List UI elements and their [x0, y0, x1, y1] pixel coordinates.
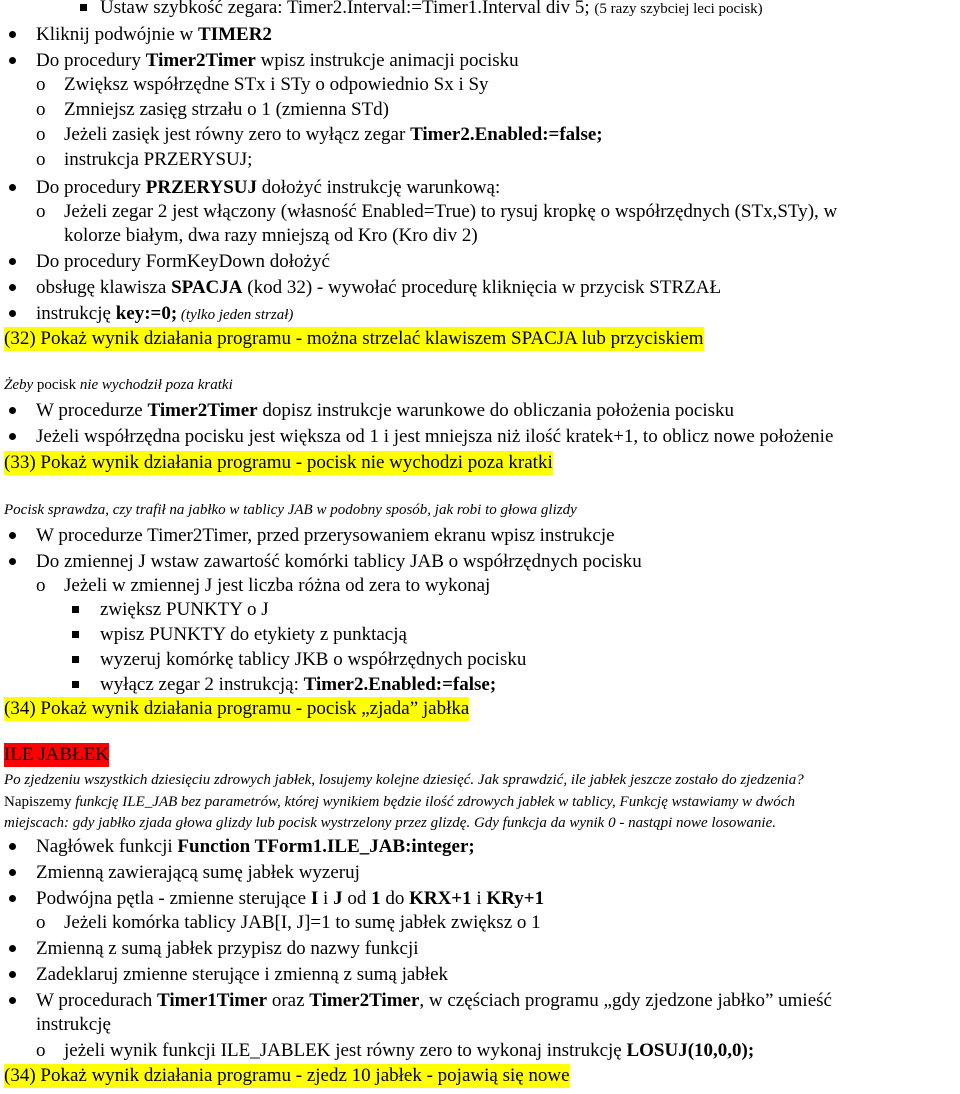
doc-line: Zmniejsz zasięg strzału o 1 (zmienna STd) — [64, 99, 390, 120]
doc-line: Zmienną z sumą jabłek przypisz do nazwy funkcji — [36, 938, 419, 959]
paragraph-line: Po zjedzeniu wszystkich dziesięciu zdrowych jabłek, losujemy kolejne dziesięć. Jak sprawdzić, ile jabłek jeszcze zostało do zjedzenia? — [4, 772, 804, 788]
doc-line: Jeżeli współrzędna pocisku jest większa od 1 i jest mniejsza niż ilość kratek+1, to oblicz nowe położenie — [36, 426, 834, 447]
doc-line: kolorze białym, dwa razy mniejszą od Kro (Kro div 2) — [64, 225, 478, 246]
doc-line: wpisz PUNKTY do etykiety z punktacją — [100, 624, 407, 645]
bullet-icon — [9, 532, 16, 539]
bullet-icon — [9, 184, 16, 191]
doc-line: Jeżeli zegar 2 jest włączony (własność Enabled=True) to rysuj kropkę o współrzędnych (STx,STy), w — [64, 201, 838, 222]
sub-bullet-marker: o — [36, 912, 46, 933]
doc-line: Jeżeli zasięk jest równy zero to wyłącz zegar Timer2.Enabled:=false; — [64, 124, 603, 145]
doc-line: Do procedury FormKeyDown dołożyć — [36, 251, 330, 272]
bullet-icon — [9, 945, 16, 952]
sub-bullet-marker: o — [36, 99, 46, 120]
bullet-icon — [9, 284, 16, 291]
square-bullet-icon — [72, 656, 79, 663]
bullet-icon — [9, 310, 16, 317]
doc-line: Jeżeli komórka tablicy JAB[I, J]=1 to sumę jabłek zwiększ o 1 — [64, 912, 541, 933]
doc-line: Do procedury Timer2Timer wpisz instrukcje animacji pocisku — [36, 50, 519, 71]
highlighted-step: (32) Pokaż wynik działania programu - można strzelać klawiszem SPACJA lub przyciskiem — [4, 328, 704, 349]
bullet-icon — [9, 407, 16, 414]
paragraph-line: miejscach: gdy jabłko zjada głowa glizdy lub pocisk wystrzelony przez glizdę. Gdy funkcja da wynik 0 - nastąpi nowe losowanie. — [4, 815, 776, 831]
doc-line: Podwójna pętla - zmienne sterujące I i J od 1 do KRX+1 i KRy+1 — [36, 888, 545, 909]
sub-bullet-marker: o — [36, 1040, 46, 1061]
doc-line: Nagłówek funkcji Function TForm1.ILE_JAB:integer; — [36, 836, 475, 857]
square-bullet-icon — [72, 606, 79, 613]
doc-line: Kliknij podwójnie w TIMER2 — [36, 24, 272, 45]
highlighted-step: (33) Pokaż wynik działania programu - pocisk nie wychodzi poza kratki — [4, 452, 553, 473]
doc-line: obsługę klawisza SPACJA (kod 32) - wywołać procedurę kliknięcia w przycisk STRZAŁ — [36, 277, 722, 298]
section-note: Żeby pocisk nie wychodził poza kratki — [4, 377, 233, 393]
bullet-icon — [9, 258, 16, 265]
bullet-icon — [9, 997, 16, 1004]
doc-line: instrukcję — [36, 1014, 111, 1035]
square-bullet-icon — [80, 4, 87, 11]
doc-line: W procedurach Timer1Timer oraz Timer2Timer, w częściach programu „gdy zjedzone jabłko” umieść — [36, 990, 832, 1011]
doc-line: instrukcję key:=0; (tylko jeden strzał) — [36, 303, 294, 324]
doc-line: Ustaw szybkość zegara: Timer2.Interval:=Timer1.Interval div 5; (5 razy szybciej leci pocisk) — [100, 0, 763, 18]
sub-bullet-marker: o — [36, 149, 46, 170]
section-note: Pocisk sprawdza, czy trafił na jabłko w tablicy JAB w podobny sposób, jak robi to głowa glizdy — [4, 502, 577, 518]
sub-bullet-marker: o — [36, 74, 46, 95]
square-bullet-icon — [72, 681, 79, 688]
doc-line: Zwiększ współrzędne STx i STy o odpowiednio Sx i Sy — [64, 74, 489, 95]
doc-line: jeżeli wynik funkcji ILE_JABLEK jest równy zero to wykonaj instrukcję LOSUJ(10,0,0); — [64, 1040, 755, 1061]
bullet-icon — [9, 843, 16, 850]
section-heading: ILE JABŁEK — [4, 744, 110, 765]
doc-line: Do zmiennej J wstaw zawartość komórki tablicy JAB o współrzędnych pocisku — [36, 551, 642, 572]
doc-line: W procedurze Timer2Timer dopisz instrukcje warunkowe do obliczania położenia pocisku — [36, 400, 735, 421]
doc-line: zwiększ PUNKTY o J — [100, 599, 269, 620]
doc-line: wyzeruj komórkę tablicy JKB o współrzędnych pocisku — [100, 649, 527, 670]
doc-line: instrukcja PRZERYSUJ; — [64, 149, 253, 170]
bullet-icon — [9, 31, 16, 38]
highlighted-step: (34) Pokaż wynik działania programu - zjedz 10 jabłek - pojawią się nowe — [4, 1065, 570, 1086]
paragraph-line: Napiszemy funkcję ILE_JAB bez parametrów, której wynikiem będzie ilość zdrowych jabłek w tablicy, Funkcję wstawiamy w dwóch — [4, 794, 795, 810]
doc-line: Zadeklaruj zmienne sterujące i zmienną z sumą jabłek — [36, 964, 449, 985]
sub-bullet-marker: o — [36, 201, 46, 222]
sub-bullet-marker: o — [36, 575, 46, 596]
bullet-icon — [9, 971, 16, 978]
highlighted-step: (34) Pokaż wynik działania programu - pocisk „zjada” jabłka — [4, 698, 470, 719]
doc-line: Do procedury PRZERYSUJ dołożyć instrukcję warunkową: — [36, 177, 501, 198]
doc-line: wyłącz zegar 2 instrukcją: Timer2.Enabled:=false; — [100, 674, 497, 695]
doc-line: Jeżeli w zmiennej J jest liczba różna od zera to wykonaj — [64, 575, 491, 596]
doc-line: W procedurze Timer2Timer, przed przerysowaniem ekranu wpisz instrukcje — [36, 525, 615, 546]
bullet-icon — [9, 869, 16, 876]
bullet-icon — [9, 558, 16, 565]
bullet-icon — [9, 433, 16, 440]
sub-bullet-marker: o — [36, 124, 46, 145]
square-bullet-icon — [72, 631, 79, 638]
doc-line: Zmienną zawierającą sumę jabłek wyzeruj — [36, 862, 360, 883]
bullet-icon — [9, 57, 16, 64]
bullet-icon — [9, 895, 16, 902]
